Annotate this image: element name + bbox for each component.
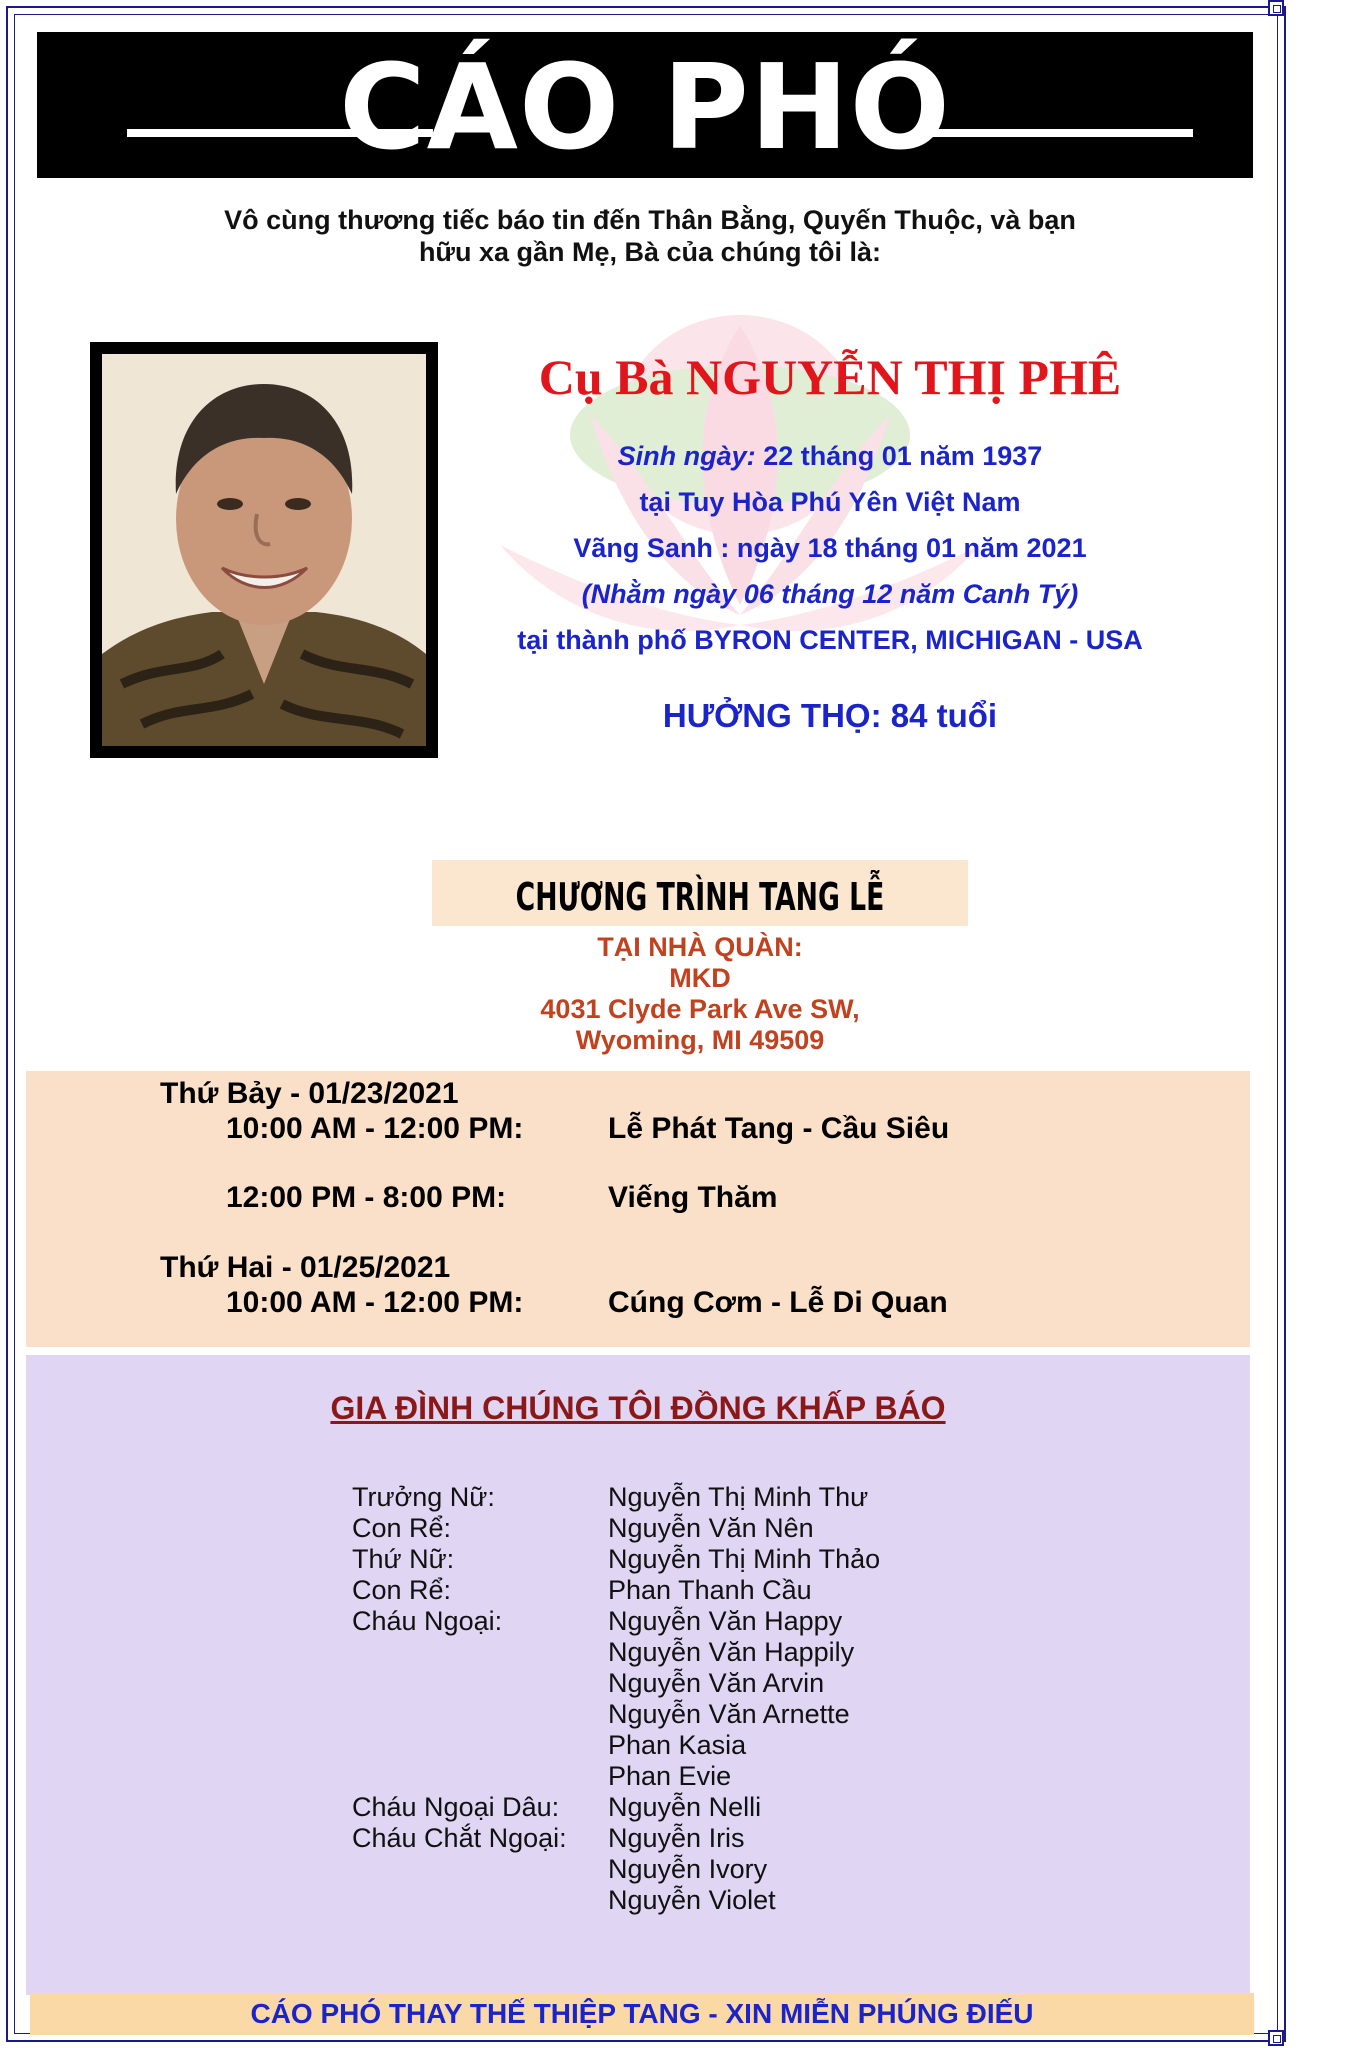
family-member: Phan Kasia (608, 1730, 747, 1760)
family-relation: Trưởng Nữ: (352, 1482, 495, 1512)
corner-ornament-bottom-right (1268, 2030, 1284, 2046)
family-member: Phan Thanh Cầu (608, 1575, 812, 1605)
birth-date-label: Sinh ngày: (617, 441, 756, 471)
deceased-name: Cụ Bà NGUYỄN THỊ PHÊ (538, 349, 1122, 405)
family-relation: Con Rể: (352, 1575, 452, 1605)
family-member: Phan Evie (608, 1761, 732, 1791)
portrait-frame (90, 342, 438, 758)
family-member: Nguyễn Văn Happy (608, 1606, 843, 1636)
venue-name: MKD (669, 963, 731, 993)
program-title: CHƯƠNG TRÌNH TANG LỄ (515, 875, 885, 919)
page-title: CÁO PHÓ (339, 38, 951, 176)
family-relation: Con Rể: (352, 1513, 452, 1543)
family-relation: Cháu Ngoại: (352, 1606, 503, 1636)
schedule-time-3: 10:00 AM - 12:00 PM: (226, 1286, 524, 1319)
schedule-day-1: Thứ Bảy - 01/23/2021 (160, 1077, 459, 1110)
passing-date-label: Vãng Sanh : (573, 533, 730, 563)
schedule-time-2: 12:00 PM - 8:00 PM: (226, 1181, 507, 1214)
footer-notice: CÁO PHÓ THAY THẾ THIỆP TANG - XIN MIỄN PHÚNG ĐIẾU (30, 1993, 1254, 2035)
schedule-event-3: Cúng Cơm - Lễ Di Quan (608, 1286, 948, 1319)
venue-label: TẠI NHÀ QUÀN: (597, 932, 803, 962)
schedule-event-2: Viếng Thăm (608, 1181, 778, 1214)
family-member: Nguyễn Văn Nên (608, 1513, 814, 1543)
venue-address-line-2: Wyoming, MI 49509 (575, 1025, 825, 1055)
venue-address-line-1: 4031 Clyde Park Ave SW, (540, 994, 860, 1024)
family-relation: Cháu Ngoại Dâu: (352, 1792, 560, 1822)
birth-place: tại Tuy Hòa Phú Yên Việt Nam (639, 487, 1021, 517)
family-title: GIA ĐÌNH CHÚNG TÔI ĐỒNG KHẤP BÁO (330, 1390, 946, 1426)
portrait-photo (102, 354, 426, 746)
corner-ornament-top-right (1268, 0, 1284, 16)
birth-date (470, 440, 1190, 472)
family-member: Nguyễn Ivory (608, 1854, 768, 1884)
schedule-day-2: Thứ Hai - 01/25/2021 (160, 1251, 451, 1284)
intro-line-2: hữu xa gần Mẹ, Bà của chúng tôi là: (418, 237, 882, 267)
family-relation: Cháu Chắt Ngoại: (352, 1823, 567, 1853)
lunar-date: (Nhằm ngày 06 tháng 12 năm Canh Tý) (581, 579, 1079, 609)
passing-date-value: ngày 18 tháng 01 năm 2021 (729, 533, 1087, 563)
family-member: Nguyễn Thị Minh Thảo (608, 1544, 881, 1574)
schedule-time-1: 10:00 AM - 12:00 PM: (226, 1112, 524, 1145)
family-member: Nguyễn Văn Arvin (608, 1668, 825, 1698)
birth-date-value: 22 tháng 01 năm 1937 (755, 441, 1043, 471)
schedule-event-1: Lễ Phát Tang - Cầu Siêu (608, 1112, 950, 1145)
family-member: Nguyễn Violet (608, 1885, 776, 1915)
family-member: Nguyễn Văn Arnette (608, 1699, 850, 1729)
title-banner (37, 32, 1253, 178)
passing-place: tại thành phố BYRON CENTER, MICHIGAN - USA (517, 625, 1143, 655)
intro-text (160, 204, 1140, 268)
passing-date (470, 532, 1190, 564)
family-member: Nguyễn Iris (608, 1823, 745, 1853)
intro-line-1: Vô cùng thương tiếc báo tin đến Thân Bằng, Quyến Thuộc, và bạn (224, 205, 1076, 235)
family-member: Nguyễn Nelli (608, 1792, 762, 1822)
family-member: Nguyễn Văn Happily (608, 1637, 855, 1667)
family-member: Nguyễn Thị Minh Thư (608, 1482, 869, 1512)
age-at-death: HƯỞNG THỌ: 84 tuổi (662, 697, 998, 734)
family-relation: Thứ Nữ: (352, 1544, 455, 1574)
